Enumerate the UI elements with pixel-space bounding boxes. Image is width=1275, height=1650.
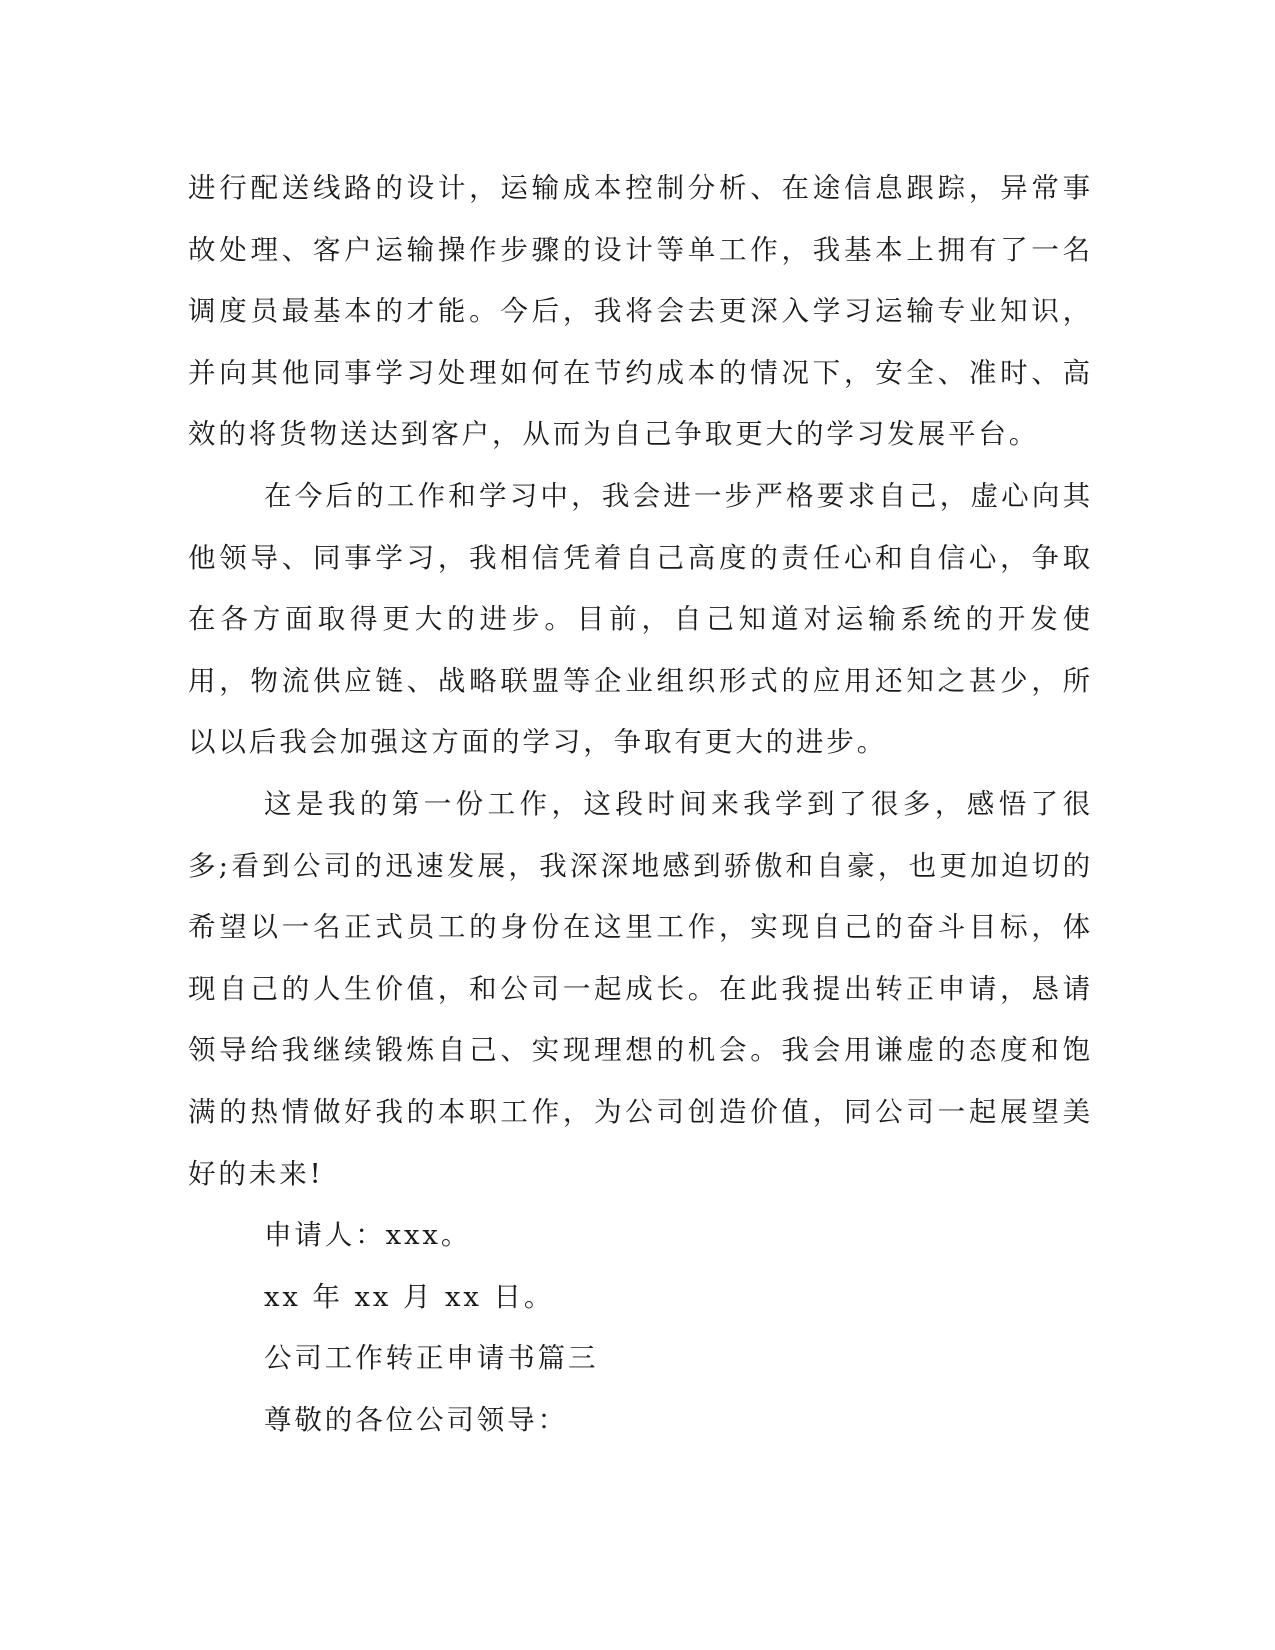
date-line: xx 年 xx 月 xx 日。	[264, 1280, 555, 1313]
paragraph-1: 进行配送线路的设计，运输成本控制分析、在途信息跟踪，异常事故处理、客户运输操作步骤的设计等单工作，我基本上拥有了一名调度员最基本的才能。今后，我将会去更深入学习运输专业知识，并向其他同事学习处理如何在节约成本的情况下，安全、准时、高效的将货物送达到客户，从而为自己争取更大的学习发展平台。	[188, 172, 1093, 451]
paragraph-3: 这是我的第一份工作，这段时间来我学到了很多，感悟了很多;看到公司的迅速发展，我深深地感到骄傲和自豪，也更加迫切的希望以一名正式员工的身份在这里工作，实现自己的奋斗目标，体现自己的人生价值，和公司一起成长。在此我提出转正申请，恳请领导给我继续锻炼自己、实现理想的机会。我会用谦虚的态度和饱满的热情做好我的本职工作，为公司创造价值，同公司一起展望美好的未来!	[188, 787, 1093, 1190]
salutation: 尊敬的各位公司领导：	[264, 1403, 568, 1436]
document-body	[188, 158, 1093, 1451]
section-title: 公司工作转正申请书篇三	[264, 1342, 599, 1375]
paragraph-2: 在今后的工作和学习中，我会进一步严格要求自己，虚心向其他领导、同事学习，我相信凭着自己高度的责任心和自信心，争取在各方面取得更大的进步。目前，自己知道对运输系统的开发使用，物流供应链、战略联盟等企业组织形式的应用还知之甚少，所以以后我会加强这方面的学习，争取有更大的进步。	[188, 479, 1093, 759]
applicant-line: 申请人：xxx。	[264, 1219, 472, 1252]
